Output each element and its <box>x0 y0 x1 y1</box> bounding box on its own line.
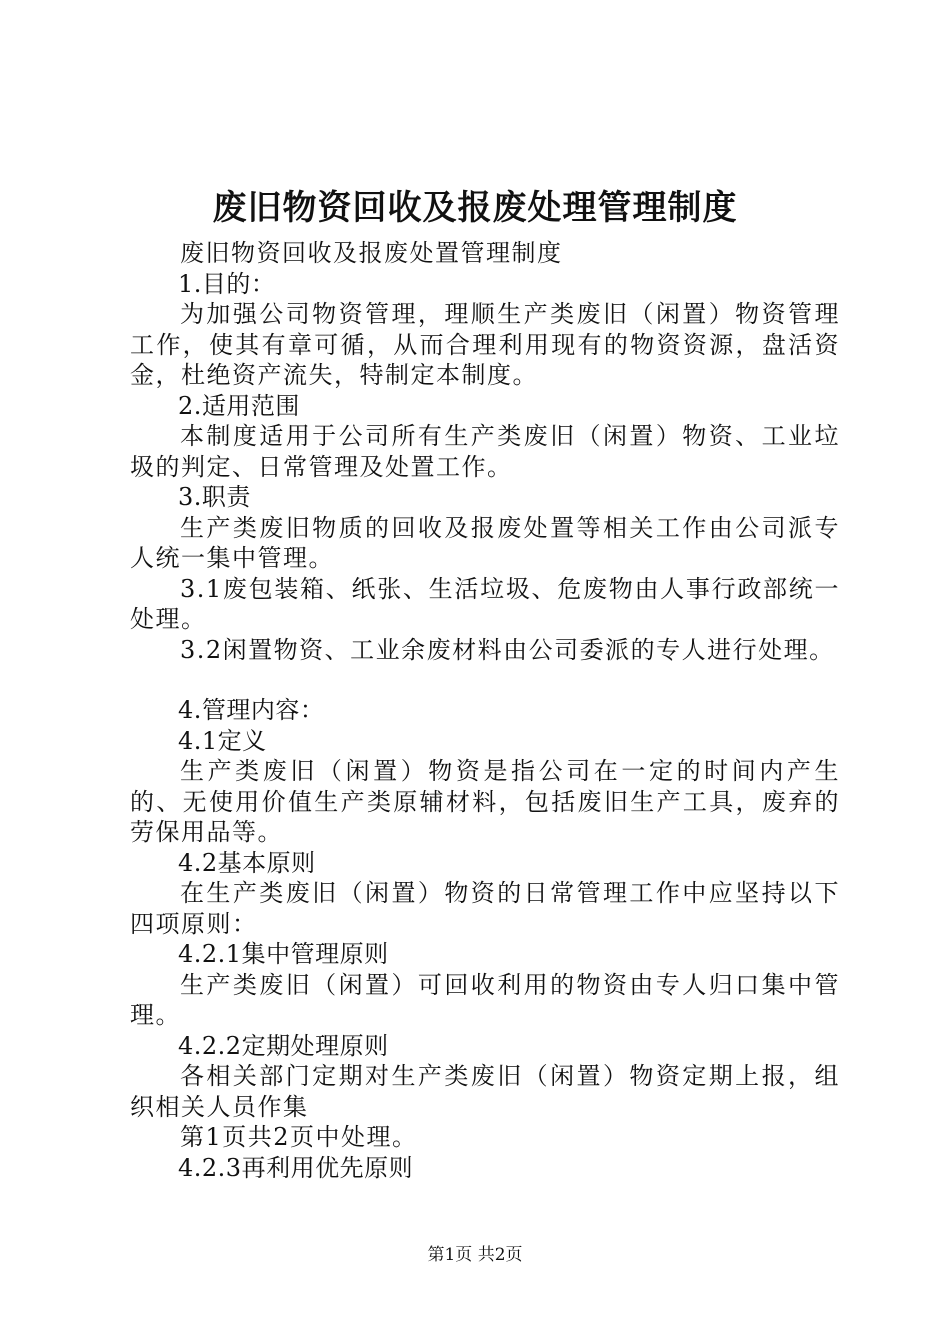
subsection-heading-4-1: 4.1定义 <box>178 726 267 755</box>
subsection-heading-4-2-1: 4.2.1集中管理原则 <box>178 940 389 968</box>
subsection-heading-4-2-2: 4.2.2定期处理原则 <box>178 1031 389 1060</box>
paragraph-responsibilities: 生产类废旧物质的回收及报废处置等相关工作由公司派专人统一集中管理。 <box>130 513 840 572</box>
paragraph-subtitle: 废旧物资回收及报废处置管理制度 <box>180 239 563 267</box>
section-heading-scope: 2.适用范围 <box>178 391 300 420</box>
subsection-heading-4-2: 4.2基本原则 <box>178 848 316 877</box>
paragraph-page-marker: 第1页共2页中处理。 <box>180 1123 418 1151</box>
page-footer: 第1页 共2页 <box>427 1245 523 1265</box>
subsection-heading-4-2-3: 4.2.3再利用优先原则 <box>178 1153 414 1182</box>
document-body <box>130 238 840 1183</box>
paragraph-3-2: 3.2闲置物资、工业余废材料由公司委派的专人进行处理。 <box>180 635 835 664</box>
section-heading-purpose: 1.目的： <box>178 269 276 298</box>
paragraph-gap <box>130 665 840 695</box>
paragraph-periodic: 各相关部门定期对生产类废旧（闲置）物资定期上报，组织相关人员作集 <box>130 1062 840 1121</box>
section-heading-management: 4.管理内容： <box>178 696 325 724</box>
paragraph-3-1: 3.1废包装箱、纸张、生活垃圾、危废物由人事行政部统一处理。 <box>130 574 840 633</box>
paragraph-scope: 本制度适用于公司所有生产类废旧（闲置）物资、工业垃圾的判定、日常管理及处置工作。 <box>130 422 840 481</box>
paragraph-definition: 生产类废旧（闲置）物资是指公司在一定的时间内产生的、无使用价值生产类原辅材料，包括废旧生产工具，废弃的劳保用品等。 <box>130 757 840 846</box>
paragraph-centralized: 生产类废旧（闲置）可回收利用的物资由专人归口集中管理。 <box>130 970 840 1029</box>
document-title: 废旧物资回收及报废处理管理制度 <box>212 188 738 228</box>
paragraph-purpose: 为加强公司物资管理，理顺生产类废旧（闲置）物资管理工作，使其有章可循，从而合理利用现有的物资资源，盘活资金，杜绝资产流失，特制定本制度。 <box>130 300 840 389</box>
section-heading-responsibilities: 3.职责 <box>178 483 251 511</box>
paragraph-principles: 在生产类废旧（闲置）物资的日常管理工作中应坚持以下四项原则： <box>130 879 840 938</box>
